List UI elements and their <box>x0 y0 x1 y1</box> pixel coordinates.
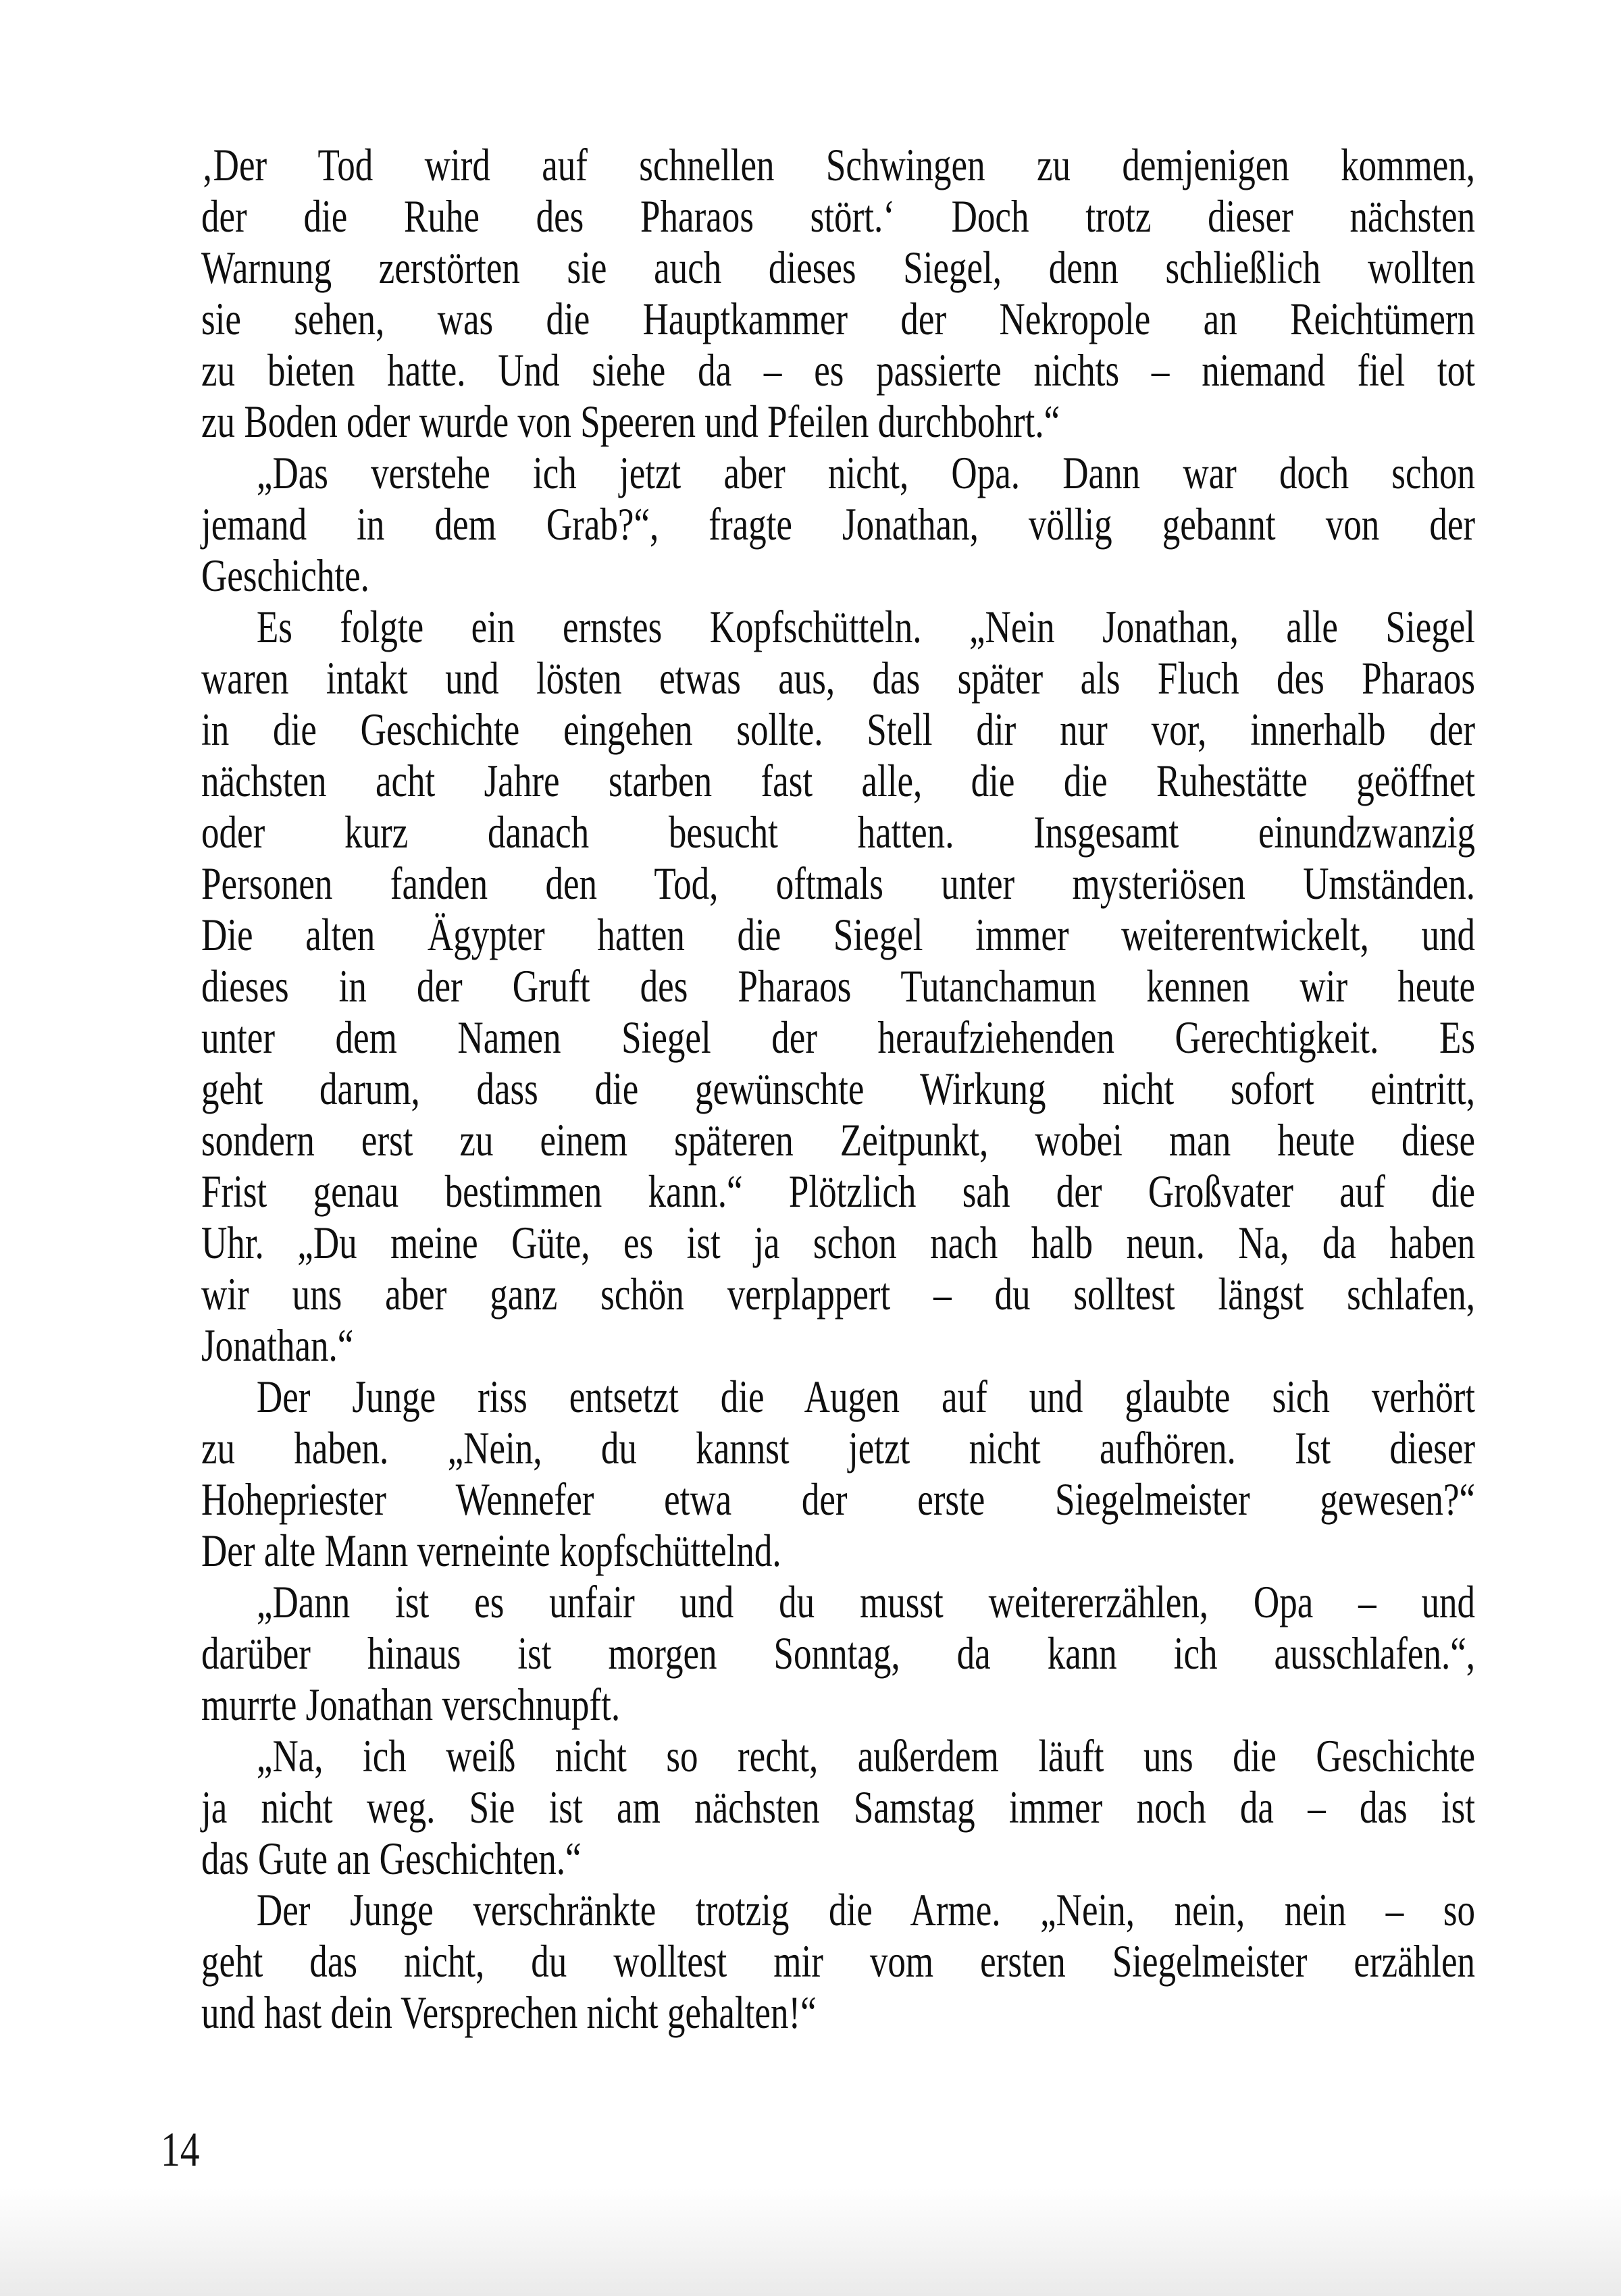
text-line: zu bieten hatte. Und siehe da – es passierte nichts – niemand fiel tot <box>201 344 1476 396</box>
paragraph <box>201 601 1475 1371</box>
text-line: jemand in dem Grab?“, fragte Jonathan, völlig gebannt von der <box>201 498 1476 550</box>
text-line: sondern erst zu einem späteren Zeitpunkt, wobei man heute diese <box>201 1114 1476 1166</box>
text-line: „Na, ich weiß nicht so recht, außerdem läuft uns die Geschichte <box>256 1730 1476 1781</box>
paragraph <box>201 447 1475 601</box>
page-bottom-shadow <box>0 2188 1621 2296</box>
page-number: 14 <box>161 2122 200 2176</box>
text-line: Der Junge verschränkte trotzig die Arme. „Nein, nein, nein – so <box>256 1884 1476 1935</box>
text-line: Der Junge riss entsetzt die Augen auf und glaubte sich verhört <box>256 1371 1476 1422</box>
text-line: nächsten acht Jahre starben fast alle, die die Ruhestätte geöffnet <box>201 755 1476 806</box>
text-line: Hohepriester Wennefer etwa der erste Siegelmeister gewesen?“ <box>201 1473 1476 1525</box>
text-line: oder kurz danach besucht hatten. Insgesamt einundzwanzig <box>201 806 1476 858</box>
text-line: in die Geschichte eingehen sollte. Stell dir nur vor, innerhalb der <box>201 704 1476 755</box>
text-line: und hast dein Versprechen nicht gehalten!“ <box>201 1987 817 2038</box>
paragraph <box>201 1884 1475 2038</box>
text-line: Geschichte. <box>201 550 369 601</box>
text-block <box>201 139 1475 2038</box>
text-line: Die alten Ägypter hatten die Siegel immer weiterentwickelt, und <box>201 909 1476 960</box>
paragraph <box>201 1371 1475 1576</box>
text-line: geht darum, dass die gewünschte Wirkung nicht sofort eintritt, <box>201 1063 1476 1114</box>
text-line: Jonathan.“ <box>201 1320 354 1371</box>
paragraph <box>201 1730 1475 1884</box>
text-line: murrte Jonathan verschnupft. <box>201 1679 621 1730</box>
text-line: waren intakt und lösten etwas aus, das später als Fluch des Pharaos <box>201 652 1476 704</box>
text-line: Warnung zerstörten sie auch dieses Siegel, denn schließlich wollten <box>201 242 1476 293</box>
text-line: Uhr. „Du meine Güte, es ist ja schon nach halb neun. Na, da haben <box>201 1217 1476 1268</box>
text-line: Es folgte ein ernstes Kopfschütteln. „Nein Jonathan, alle Siegel <box>256 601 1476 652</box>
paragraph <box>201 139 1475 447</box>
text-line: das Gute an Geschichten.“ <box>201 1833 582 1884</box>
text-line: ja nicht weg. Sie ist am nächsten Samstag immer noch da – das ist <box>201 1781 1476 1833</box>
text-line: dieses in der Gruft des Pharaos Tutanchamun kennen wir heute <box>201 960 1476 1012</box>
text-line: der die Ruhe des Pharaos stört.‘ Doch trotz dieser nächsten <box>201 190 1476 242</box>
text-line: „Dann ist es unfair und du musst weitererzählen, Opa – und <box>256 1576 1476 1627</box>
text-line: Frist genau bestimmen kann.“ Plötzlich sah der Großvater auf die <box>201 1166 1476 1217</box>
text-line: geht das nicht, du wolltest mir vom ersten Siegelmeister erzählen <box>201 1935 1476 1987</box>
text-line: unter dem Namen Siegel der heraufziehenden Gerechtigkeit. Es <box>201 1012 1476 1063</box>
text-line: zu haben. „Nein, du kannst jetzt nicht aufhören. Ist dieser <box>201 1422 1476 1473</box>
text-line: darüber hinaus ist morgen Sonntag, da kann ich ausschlafen.“, <box>201 1627 1476 1679</box>
text-line: wir uns aber ganz schön verplappert – du solltest längst schlafen, <box>201 1268 1476 1320</box>
text-line: Personen fanden den Tod, oftmals unter mysteriösen Umständen. <box>201 858 1476 909</box>
text-line: sie sehen, was die Hauptkammer der Nekropole an Reichtümern <box>201 293 1476 344</box>
text-line: ‚Der Tod wird auf schnellen Schwingen zu demjenigen kommen, <box>201 139 1476 190</box>
text-line: Der alte Mann verneinte kopfschüttelnd. <box>201 1525 781 1576</box>
text-line: „Das verstehe ich jetzt aber nicht, Opa. Dann war doch schon <box>256 447 1476 498</box>
text-line: zu Boden oder wurde von Speeren und Pfeilen durchbohrt.“ <box>201 396 1060 447</box>
paragraph <box>201 1576 1475 1730</box>
